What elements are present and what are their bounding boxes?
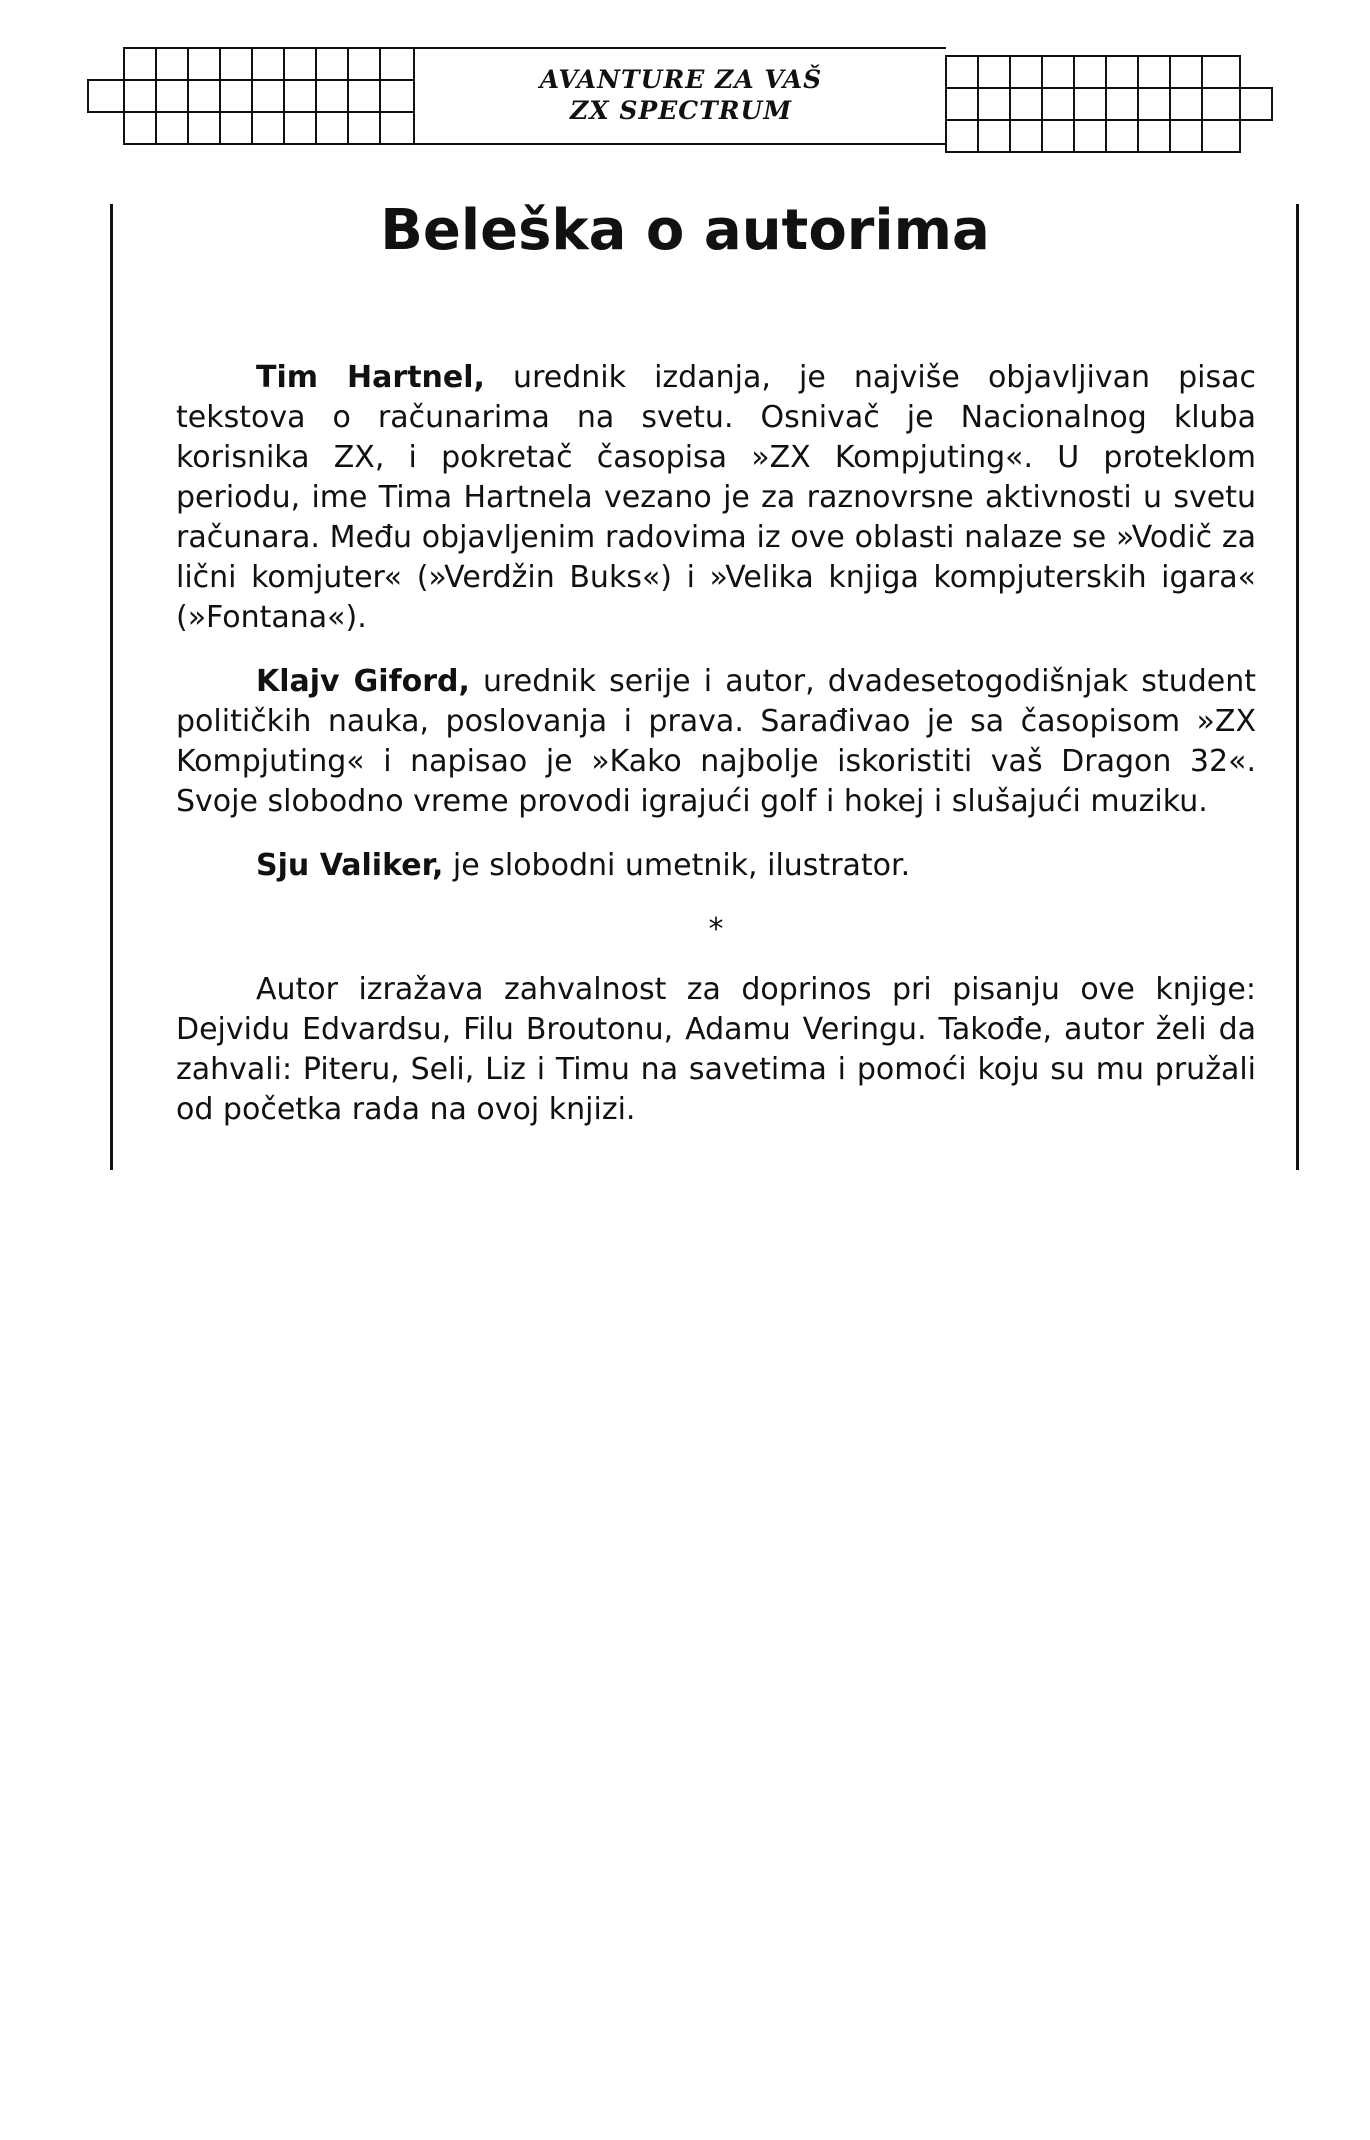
page-title: Beleška o autorima <box>380 198 990 263</box>
author-name: Klajv Giford, <box>256 664 470 699</box>
author-paragraph-valiker <box>176 846 1256 886</box>
author-bio: je slobodni umetnik, ilustrator. <box>443 848 911 883</box>
author-bio: urednik izdanja, je najviše objavljivan pisac tekstova o računarima na svetu. Osnivač je Nacionalnog kluba korisnika ZX, i pokretač časopisa »ZX Kompjuting«. U proteklom periodu, ime Tima Hartnela vezano je za raznovrsne aktivnosti u svetu računara. Među objavljenim radovima iz ove oblasti nalaze se »Vodič za lični komjuter« (»Verdžin Buks«) i »Velika knjiga kompjuterskih igara« (»Fontana«). <box>176 360 1256 635</box>
author-name: Sju Valiker, <box>256 848 444 883</box>
acknowledgement-paragraph: Autor izražava zahvalnost za doprinos pri pisanju ove knjige: Dejvidu Edvardsu, Filu Broutonu, Adamu Veringu. Takođe, autor želi da zahvali: Piteru, Seli, Liz i Timu na savetima i pomoći koju su mu pružali od početka rada na ovoj knjizi. <box>176 972 1256 1127</box>
author-bio: urednik serije i autor, dvadesetogodišnjak student političkih nauka, poslovanja i prava. Sarađivao je sa časopisom »ZX Kompjuting« i napisao je »Kako najbolje iskoristiti vaš Dragon 32«. Svoje slobodno vreme provodi igrajući golf i hokej i slušajući muziku. <box>176 664 1256 819</box>
author-paragraph-giford <box>176 662 1256 822</box>
header-banner <box>86 46 1276 156</box>
series-title-line1: AVANTURE ZA VAŠ <box>539 65 823 94</box>
right-frame-rule <box>1296 204 1299 1170</box>
series-title <box>416 64 946 126</box>
authors-section <box>176 358 1256 1154</box>
author-paragraph-hartnel <box>176 358 1256 638</box>
series-title-line2: ZX SPECTRUM <box>569 96 792 125</box>
author-name: Tim Hartnel, <box>256 360 485 395</box>
section-separator: * <box>708 912 724 947</box>
left-frame-rule <box>110 204 113 1170</box>
